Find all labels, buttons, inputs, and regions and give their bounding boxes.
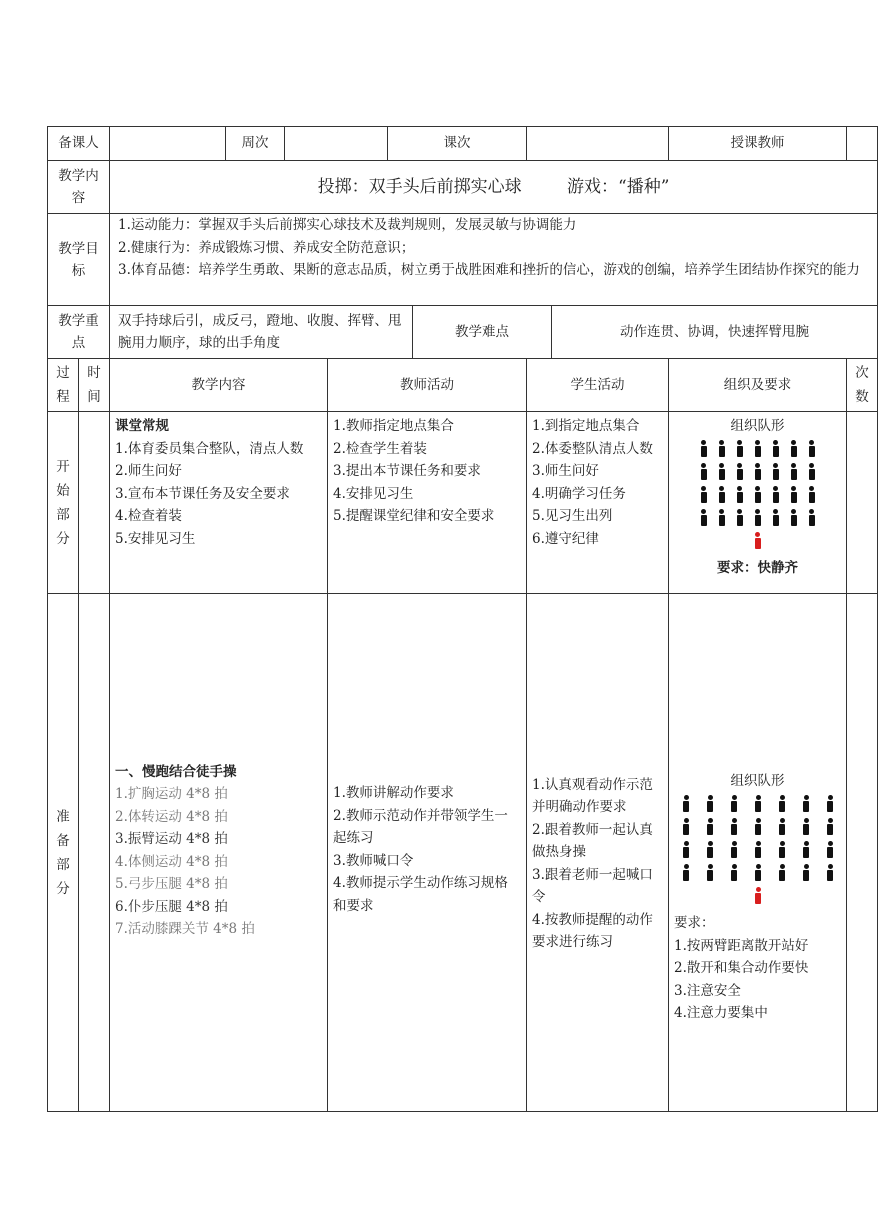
student-icon bbox=[771, 463, 781, 481]
list-item: 3.振臂运动 4*8 拍 bbox=[115, 831, 228, 847]
col-teaching-content: 教学内容 bbox=[110, 359, 328, 412]
student-icon bbox=[825, 795, 835, 813]
list-item: 2.体转运动 4*8 拍 bbox=[115, 808, 228, 825]
list-item: 5.安排见习生 bbox=[115, 530, 196, 547]
student-icon bbox=[825, 818, 835, 836]
student-icon bbox=[789, 440, 799, 458]
start-section-row bbox=[48, 412, 878, 594]
col-count: 次数 bbox=[847, 359, 878, 412]
teacher-label: 授课教师 bbox=[669, 127, 847, 161]
student-icon bbox=[699, 486, 709, 504]
col-student-activity: 学生活动 bbox=[527, 359, 669, 412]
list-item: 3.教师喊口令 bbox=[333, 852, 414, 869]
list-item: 3.提出本节课任务和要求 bbox=[333, 463, 481, 479]
prep-student-activity bbox=[527, 594, 669, 1112]
col-time: 时间 bbox=[79, 359, 110, 412]
formation-row bbox=[674, 795, 842, 818]
formation-row bbox=[674, 818, 842, 841]
list-item: 4.按教师提醒的动作要求进行练习 bbox=[532, 911, 653, 950]
prep-count-cell bbox=[847, 594, 878, 1112]
student-icon bbox=[717, 463, 727, 481]
prep-teacher-activity bbox=[328, 594, 527, 1112]
student-icon bbox=[681, 818, 691, 836]
student-icon bbox=[705, 795, 715, 813]
prep-organization bbox=[669, 594, 847, 1112]
student-icon bbox=[729, 841, 739, 859]
student-icon bbox=[789, 486, 799, 504]
student-icon bbox=[735, 486, 745, 504]
lesson-label: 课次 bbox=[388, 127, 527, 161]
student-icon bbox=[735, 509, 745, 527]
student-icon bbox=[699, 463, 709, 481]
student-icon bbox=[753, 486, 763, 504]
start-content bbox=[110, 412, 328, 594]
preparer-label: 备课人 bbox=[48, 127, 110, 161]
student-icon bbox=[807, 440, 817, 458]
content-row bbox=[48, 161, 878, 214]
prep-time-cell bbox=[79, 594, 110, 1112]
game-text: 游戏：“播种” bbox=[567, 176, 670, 197]
goals-label: 教学目标 bbox=[48, 214, 110, 306]
list-item: 1.扩胸运动 4*8 拍 bbox=[115, 786, 228, 802]
list-item: 2.检查学生着装 bbox=[333, 440, 427, 457]
list-item: 3.注意安全 bbox=[674, 982, 741, 999]
start-count-cell bbox=[847, 412, 878, 594]
goal-item: 2.健康行为：养成锻炼习惯、养成安全防范意识； bbox=[118, 239, 415, 256]
student-icon bbox=[729, 864, 739, 882]
list-item: 1.教师讲解动作要求 bbox=[333, 785, 454, 801]
goal-item: 1.运动能力：掌握双手头后前掷实心球技术及裁判规则，发展灵敏与协调能力 bbox=[118, 217, 577, 233]
list-item: 2.体委整队清点人数 bbox=[532, 440, 653, 457]
leader-icon bbox=[753, 887, 763, 905]
student-icon bbox=[777, 795, 787, 813]
student-icon bbox=[801, 818, 811, 836]
list-item: 1.到指定地点集合 bbox=[532, 418, 640, 434]
student-icon bbox=[801, 864, 811, 882]
list-item: 5.弓步压腿 4*8 拍 bbox=[115, 876, 228, 892]
student-icon bbox=[807, 463, 817, 481]
student-icon bbox=[681, 864, 691, 882]
student-icon bbox=[777, 864, 787, 882]
key-points-text: 双手持球后引，成反弓，蹬地、收腹、挥臂、甩腕用力顺序，球的出手角度 bbox=[110, 306, 413, 359]
student-icon bbox=[699, 440, 709, 458]
student-icon bbox=[681, 841, 691, 859]
week-value bbox=[285, 127, 388, 161]
student-icon bbox=[753, 864, 763, 882]
student-icon bbox=[753, 818, 763, 836]
org-title: 组织队形 bbox=[730, 418, 785, 434]
student-icon bbox=[801, 795, 811, 813]
list-item: 6.仆步压腿 4*8 拍 bbox=[115, 898, 228, 915]
col-process: 过程 bbox=[48, 359, 79, 412]
prep-phase-label: 准备部分 bbox=[48, 594, 79, 1112]
goal-item: 3.体育品德：培养学生勇敢、果断的意志品质，树立勇于战胜困难和挫折的信心，游戏的创编，培养学生团结协作探究的能力 bbox=[118, 262, 860, 278]
list-item: 2.散开和集合动作要快 bbox=[674, 960, 809, 977]
list-item: 3.宣布本节课任务及安全要求 bbox=[115, 485, 290, 502]
list-item: 4.注意力要集中 bbox=[674, 1005, 768, 1022]
start-organization bbox=[669, 412, 847, 594]
student-icon bbox=[771, 486, 781, 504]
topic-text: 投掷：双手头后前掷实心球 bbox=[317, 176, 522, 197]
student-icon bbox=[807, 486, 817, 504]
list-item: 1.体育委员集合整队，清点人数 bbox=[115, 440, 304, 457]
column-header-row bbox=[48, 359, 878, 412]
list-item: 4.体侧运动 4*8 拍 bbox=[115, 853, 228, 870]
goals-list bbox=[110, 214, 878, 306]
formation-diagram bbox=[695, 440, 821, 555]
formation-row bbox=[695, 440, 821, 463]
list-item: 2.教师示范动作并带领学生一起练习 bbox=[333, 807, 508, 846]
key-points-row bbox=[48, 306, 878, 359]
col-teacher-activity: 教师活动 bbox=[328, 359, 527, 412]
start-requirement: 要求：快静齐 bbox=[717, 560, 798, 576]
student-icon bbox=[771, 509, 781, 527]
student-icon bbox=[705, 818, 715, 836]
start-content-title: 课堂常规 bbox=[115, 418, 169, 434]
student-icon bbox=[753, 509, 763, 527]
list-item: 1.教师指定地点集合 bbox=[333, 418, 454, 434]
list-item: 5.提醒课堂纪律和安全要求 bbox=[333, 508, 495, 524]
student-icon bbox=[717, 486, 727, 504]
week-label: 周次 bbox=[226, 127, 285, 161]
list-item: 6.遵守纪律 bbox=[532, 530, 599, 547]
student-icon bbox=[777, 841, 787, 859]
content-label: 教学内容 bbox=[48, 161, 110, 214]
content-title bbox=[110, 161, 878, 214]
start-teacher-activity bbox=[328, 412, 527, 594]
student-icon bbox=[729, 818, 739, 836]
student-icon bbox=[807, 509, 817, 527]
difficulty-text: 动作连贯、协调，快速挥臂甩腕 bbox=[552, 306, 878, 359]
formation-diagram bbox=[674, 795, 842, 910]
formation-row bbox=[695, 486, 821, 509]
formation-row bbox=[674, 887, 842, 910]
list-item: 4.安排见习生 bbox=[333, 485, 414, 502]
list-item: 4.教师提示学生动作练习规格和要求 bbox=[333, 875, 508, 914]
formation-row bbox=[695, 532, 821, 555]
start-phase-label: 开始部分 bbox=[48, 412, 79, 594]
col-organization: 组织及要求 bbox=[669, 359, 847, 412]
student-icon bbox=[735, 440, 745, 458]
prep-requirement-title: 要求： bbox=[674, 915, 715, 932]
student-icon bbox=[753, 463, 763, 481]
student-icon bbox=[699, 509, 709, 527]
list-item: 4.检查着装 bbox=[115, 508, 182, 524]
student-icon bbox=[705, 841, 715, 859]
list-item: 1.按两臂距离散开站好 bbox=[674, 937, 809, 954]
student-icon bbox=[717, 509, 727, 527]
student-icon bbox=[753, 841, 763, 859]
list-item: 3.跟着老师一起喊口令 bbox=[532, 866, 653, 905]
student-icon bbox=[705, 864, 715, 882]
teacher-value bbox=[847, 127, 878, 161]
header-row bbox=[48, 127, 878, 161]
prep-content bbox=[110, 594, 328, 1112]
prep-content-items bbox=[115, 783, 322, 941]
formation-row bbox=[695, 509, 821, 532]
formation-row bbox=[674, 841, 842, 864]
student-icon bbox=[753, 795, 763, 813]
student-icon bbox=[825, 864, 835, 882]
list-item: 5.见习生出列 bbox=[532, 508, 613, 524]
list-item: 7.活动膝踝关节 4*8 拍 bbox=[115, 921, 255, 937]
list-item: 4.明确学习任务 bbox=[532, 485, 626, 502]
student-icon bbox=[789, 463, 799, 481]
prep-content-title: 一、慢跑结合徒手操 bbox=[115, 763, 237, 780]
start-student-activity bbox=[527, 412, 669, 594]
lesson-plan-table bbox=[47, 126, 878, 1112]
student-icon bbox=[771, 440, 781, 458]
difficulty-label-cell bbox=[413, 306, 552, 359]
org-title: 组织队形 bbox=[730, 773, 785, 790]
difficulty-label-text: 教学难点 bbox=[455, 324, 509, 340]
student-icon bbox=[681, 795, 691, 813]
formation-row bbox=[674, 864, 842, 887]
student-icon bbox=[789, 509, 799, 527]
student-icon bbox=[735, 463, 745, 481]
list-item: 3.师生问好 bbox=[532, 463, 599, 479]
student-icon bbox=[717, 440, 727, 458]
preparer-value bbox=[110, 127, 226, 161]
prep-section-row bbox=[48, 594, 878, 1112]
list-item: 1.认真观看动作示范并明确动作要求 bbox=[532, 776, 653, 815]
student-icon bbox=[825, 841, 835, 859]
leader-icon bbox=[753, 532, 763, 550]
student-icon bbox=[753, 440, 763, 458]
key-points-label: 教学重点 bbox=[48, 306, 110, 359]
lesson-value bbox=[527, 127, 669, 161]
student-icon bbox=[801, 841, 811, 859]
student-icon bbox=[729, 795, 739, 813]
goals-row bbox=[48, 214, 878, 306]
list-item: 2.跟着教师一起认真做热身操 bbox=[532, 821, 653, 860]
student-icon bbox=[777, 818, 787, 836]
formation-row bbox=[695, 463, 821, 486]
start-time-cell bbox=[79, 412, 110, 594]
list-item: 2.师生问好 bbox=[115, 463, 182, 479]
